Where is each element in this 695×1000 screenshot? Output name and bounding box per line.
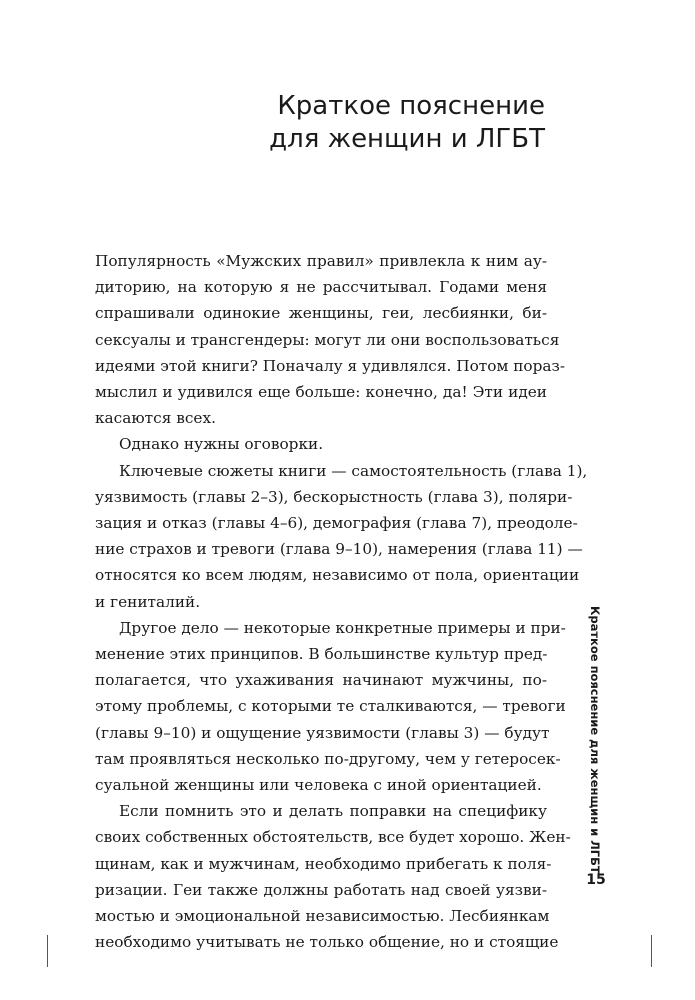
text-line: диторию, на которую я не рассчитывал. Годами меня xyxy=(95,278,547,297)
crop-mark-left xyxy=(47,935,48,967)
text-line: сексуалы и трансгендеры: могут ли они воспользоваться xyxy=(95,330,560,349)
paragraph xyxy=(95,431,547,457)
text-line: Однако нужны оговорки. xyxy=(119,435,324,454)
text-line: Ключевые сюжеты книги — самостоятельность (глава 1), xyxy=(119,461,588,480)
paragraph xyxy=(95,798,571,955)
text-line: идеями этой книги? Поначалу я удивлялся. Потом пораз- xyxy=(95,356,566,375)
text-line: ризации. Геи также должны работать над своей уязви- xyxy=(95,880,547,899)
paragraph xyxy=(95,458,588,615)
crop-mark-right xyxy=(651,935,652,967)
text-line: необходимо учитывать не только общение, но и стоящие xyxy=(95,933,559,952)
running-head: Краткое пояснение для женщин и ЛГБТ xyxy=(588,606,602,874)
text-line: спрашивали одинокие женщины, геи, лесбиянки, би- xyxy=(95,304,547,323)
chapter-title-line-1: Краткое пояснение xyxy=(277,91,545,121)
chapter-title-line-2: для женщин и ЛГБТ xyxy=(269,124,545,154)
text-line: относятся ко всем людям, независимо от пола, ориентации xyxy=(95,566,580,585)
text-line: уязвимость (главы 2–3), бескорыстность (глава 3), поляри- xyxy=(95,487,573,506)
text-line: Если помнить это и делать поправки на специфику xyxy=(119,802,547,821)
text-line: мыслил и удивился еще больше: конечно, да! Эти идеи xyxy=(95,383,547,402)
chapter-title xyxy=(145,90,545,156)
text-line: этому проблемы, с которыми те сталкиваются, — тревоги xyxy=(95,697,566,716)
text-line: зация и отказ (главы 4–6), демография (глава 7), преодоле- xyxy=(95,514,578,533)
text-line: мостью и эмоциональной независимостью. Лесбиянкам xyxy=(95,907,550,926)
text-line: (главы 9–10) и ощущение уязвимости (главы 3) — будут xyxy=(95,723,550,742)
text-line: щинам, как и мужчинам, необходимо прибегать к поля- xyxy=(95,854,552,873)
page-number: 15 xyxy=(586,872,606,888)
text-line: там проявляться несколько по-другому, чем у гетеросек- xyxy=(95,749,561,768)
text-line: менение этих принципов. В большинстве культур пред- xyxy=(95,645,548,664)
text-line: Популярность «Мужских правил» привлекла к ним ау- xyxy=(95,252,547,270)
text-line: ние страхов и тревоги (глава 9–10), намерения (глава 11) — xyxy=(95,540,583,559)
paragraph xyxy=(95,248,566,431)
text-line: и гениталий. xyxy=(95,592,201,611)
text-line: касаются всех. xyxy=(95,409,216,428)
body-text xyxy=(95,248,588,955)
paragraph xyxy=(95,615,566,798)
text-line: полагается, что ухаживания начинают мужчины, по- xyxy=(95,671,547,690)
text-line: своих собственных обстоятельств, все будет хорошо. Жен- xyxy=(95,828,571,847)
text-line: суальной женщины или человека с иной ориентацией. xyxy=(95,776,542,795)
text-line: Другое дело — некоторые конкретные примеры и при- xyxy=(119,618,566,637)
